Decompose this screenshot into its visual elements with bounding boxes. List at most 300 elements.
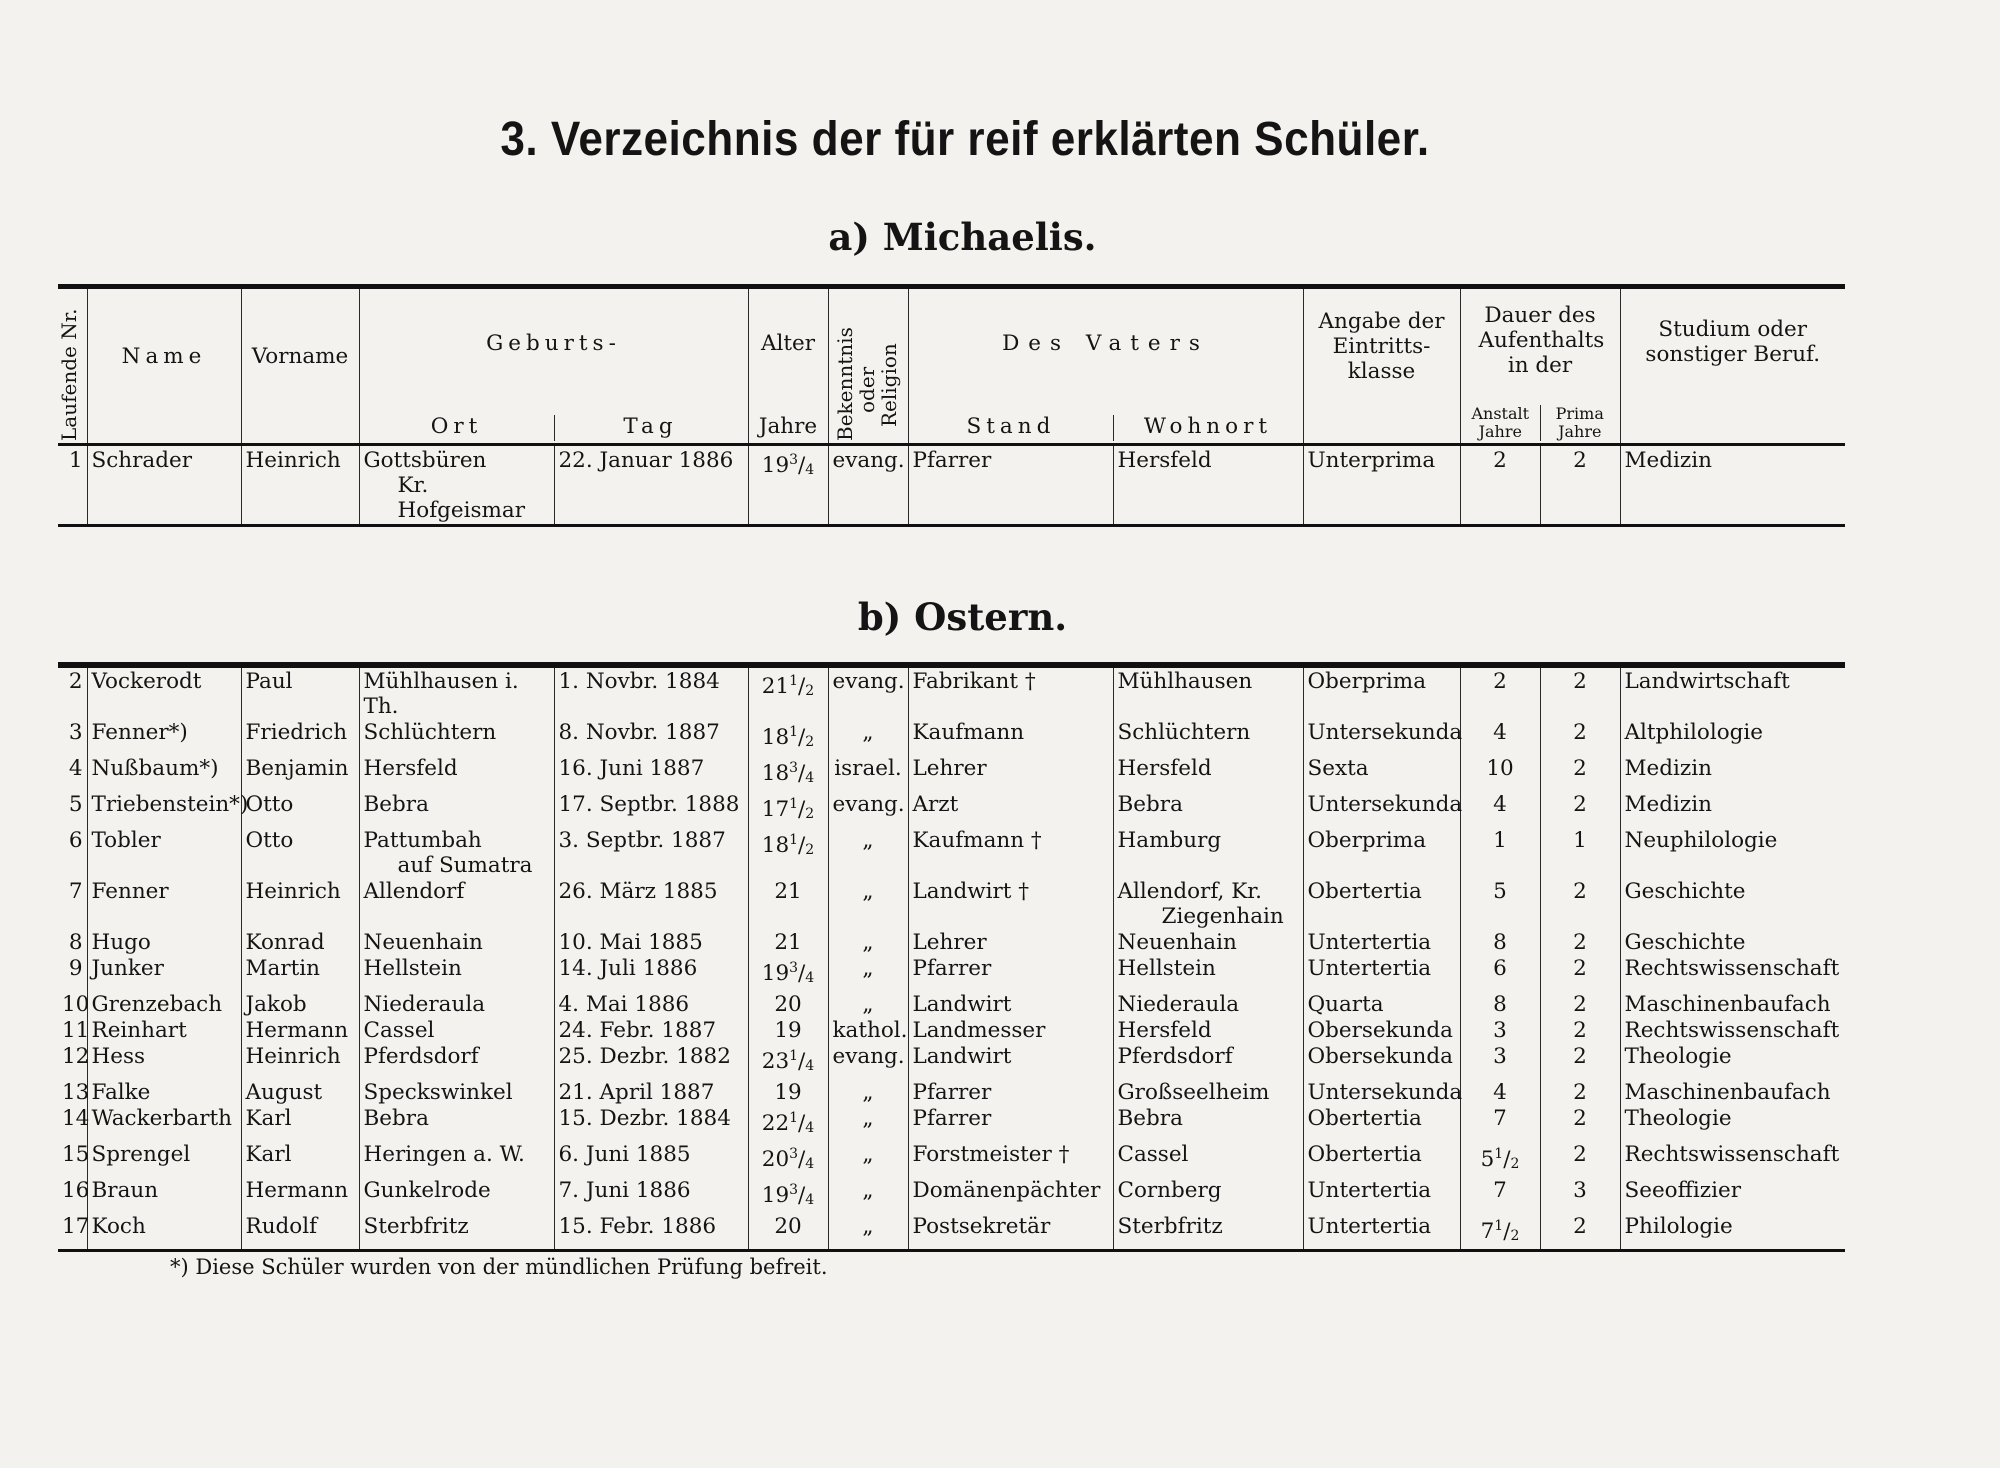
cell-name	[87, 991, 241, 1017]
value-klasse: Sexta	[1307, 756, 1369, 781]
value-alter-whole: 19	[774, 1080, 802, 1105]
cell-wohnort	[1113, 1017, 1303, 1043]
cell-name	[87, 719, 241, 755]
table-row	[58, 929, 1845, 955]
cell-klasse	[1303, 955, 1460, 991]
value-alter-whole: 19	[761, 961, 790, 986]
table-row	[58, 1141, 1845, 1177]
header-geburts	[359, 287, 748, 445]
value-alter	[762, 453, 814, 478]
cell-alter	[748, 1017, 828, 1043]
cell-beruf	[1620, 991, 1845, 1017]
cell-beruf	[1620, 1105, 1845, 1141]
cell-alter	[748, 1141, 828, 1177]
value-anst	[1493, 792, 1507, 817]
cell-stand	[908, 1177, 1113, 1213]
cell-beruf	[1620, 1213, 1845, 1251]
value-klasse: Untersekunda	[1307, 1080, 1463, 1105]
cell-klasse	[1303, 791, 1463, 827]
cell-stand	[908, 1141, 1113, 1177]
table-row	[58, 1213, 1845, 1251]
value-name: Hess	[91, 1044, 146, 1069]
header-laufende-nr-label: Laufende Nr.	[57, 308, 81, 441]
value-prima: 2	[1573, 1044, 1587, 1069]
value-prima: 2	[1573, 669, 1587, 694]
fraction-slash: /	[798, 453, 806, 478]
value-alter-numerator: 3	[789, 452, 799, 468]
cell-stand	[908, 1017, 1113, 1043]
cell-anstalt	[1460, 791, 1540, 827]
cell-prima	[1540, 1177, 1620, 1213]
cell-prima	[1540, 955, 1620, 991]
cell-prima	[1540, 665, 1620, 719]
value-nr: 3	[68, 720, 83, 745]
header-bekenntnis-3: Religion	[876, 343, 901, 427]
cell-wohnort	[1113, 827, 1303, 878]
table-ostern-body	[58, 665, 1845, 1251]
cell-religion	[828, 755, 908, 791]
fraction-slash: /	[1503, 1147, 1511, 1172]
value-alter-denominator: 4	[805, 770, 815, 786]
value-alter-denominator: 4	[805, 1192, 815, 1208]
value-alter-numerator: 1	[789, 1110, 799, 1126]
value-nr: 2	[68, 669, 83, 694]
value-stand: Kaufmann	[912, 720, 1025, 745]
cell-klasse	[1303, 1141, 1460, 1177]
value-wohnort: Neuenhain	[1117, 930, 1237, 955]
value-prima: 2	[1573, 1142, 1587, 1167]
cell-beruf	[1620, 1017, 1845, 1043]
table-row	[58, 791, 1845, 827]
cell-nr	[58, 1177, 90, 1213]
value-alter-whole: 22	[761, 1111, 790, 1136]
cell-vorname	[241, 1177, 359, 1213]
value-nr: 8	[68, 930, 83, 955]
value-nr: 17	[62, 1214, 90, 1239]
value-name: Schrader	[91, 448, 192, 473]
cell-prima	[1540, 878, 1620, 929]
cell-nr	[58, 719, 87, 755]
cell-religion	[828, 929, 908, 955]
value-tag: 24. Febr. 1887	[558, 1018, 717, 1043]
value-alter	[762, 674, 814, 699]
value-tag: 17. Septbr. 1888	[558, 792, 740, 817]
value-alter-whole: 19	[761, 1183, 790, 1208]
cell-beruf	[1620, 719, 1845, 755]
cell-tag	[554, 1177, 748, 1213]
cell-religion	[828, 1043, 908, 1079]
cell-name	[87, 1213, 241, 1251]
cell-prima	[1540, 1213, 1620, 1251]
cell-nr	[58, 1213, 90, 1251]
cell-alter	[748, 665, 828, 719]
cell-klasse	[1303, 1177, 1460, 1213]
value-alter-whole: 18	[761, 833, 790, 858]
value-anst	[1493, 1106, 1507, 1131]
cell-religion	[828, 1017, 908, 1043]
cell-stand	[908, 878, 1113, 929]
cell-anstalt	[1460, 445, 1540, 526]
header-vorname	[241, 287, 359, 445]
cell-tag	[554, 1079, 748, 1105]
cell-ort	[359, 1079, 554, 1105]
value-stand: Arzt	[912, 792, 959, 817]
cell-ort	[359, 1213, 554, 1251]
header-dauer	[1460, 287, 1620, 445]
value-name: Falke	[91, 1080, 151, 1105]
cell-prima	[1540, 1105, 1620, 1141]
cell-beruf	[1620, 929, 1845, 955]
value-stand: Kaufmann †	[912, 828, 1042, 853]
value-beruf: Theologie	[1624, 1044, 1732, 1069]
value-ort: Pattumbah	[363, 828, 482, 853]
value-vorname: Heinrich	[245, 448, 341, 473]
value-name: Fenner	[91, 879, 169, 904]
value-wohnort: Bebra	[1117, 792, 1183, 817]
value-alter-numerator: 3	[789, 1182, 799, 1198]
value-wohnort: Bebra	[1117, 1106, 1183, 1131]
value-stand: Pfarrer	[912, 1106, 992, 1131]
cell-religion	[828, 1177, 908, 1213]
value-name: Tobler	[91, 828, 161, 853]
header-name-label: Name	[121, 344, 207, 369]
value-anst	[1493, 828, 1507, 853]
cell-klasse	[1303, 991, 1460, 1017]
value-alter-whole: 18	[761, 761, 790, 786]
cell-wohnort	[1113, 665, 1303, 719]
header-bekenntnis-2: oder	[854, 366, 879, 413]
value-anst-whole: 4	[1493, 1080, 1507, 1105]
value-ort: Sterbfritz	[363, 1214, 469, 1239]
value-tag: 26. März 1885	[558, 879, 718, 904]
cell-tag	[554, 955, 748, 991]
cell-vorname	[241, 445, 359, 526]
value-nr: 7	[68, 879, 83, 904]
value-vorname: Benjamin	[245, 756, 349, 781]
cell-ort	[359, 445, 554, 526]
value-anst-numerator: 1	[1494, 1218, 1504, 1234]
value-alter-denominator: 4	[805, 970, 815, 986]
header-prima: Prima Jahre	[1555, 404, 1604, 441]
value-ort: Speckswinkel	[363, 1080, 513, 1105]
cell-klasse	[1303, 827, 1460, 878]
cell-nr	[58, 665, 87, 719]
value-alter	[762, 961, 814, 986]
value-anst	[1486, 756, 1513, 781]
value-alter-whole: 20	[761, 1147, 790, 1172]
value-alter-denominator: 4	[805, 1156, 815, 1172]
cell-beruf	[1620, 878, 1845, 929]
cell-vorname	[241, 1213, 359, 1251]
cell-tag	[554, 878, 748, 929]
cell-beruf	[1620, 1079, 1845, 1105]
value-anst-denominator: 2	[1510, 1156, 1520, 1172]
cell-nr	[58, 755, 87, 791]
cell-alter	[748, 719, 828, 755]
cell-stand	[908, 991, 1113, 1017]
cell-prima	[1540, 1141, 1620, 1177]
value-vorname: Paul	[245, 669, 293, 694]
header-alter-jahre: Jahre	[758, 414, 818, 439]
fraction-slash: /	[798, 1147, 806, 1172]
value-klasse: Untertertia	[1307, 1214, 1432, 1239]
cell-religion	[828, 445, 908, 526]
cell-name	[87, 1043, 241, 1079]
value-klasse: Quarta	[1307, 992, 1384, 1017]
value-anst	[1493, 1044, 1507, 1069]
cell-name	[87, 1105, 241, 1141]
header-tag: Tag	[623, 414, 678, 439]
cell-wohnort	[1113, 929, 1303, 955]
value-ort: Schlüchtern	[363, 720, 497, 745]
cell-klasse	[1303, 1017, 1460, 1043]
cell-tag	[554, 665, 748, 719]
value-alter-denominator: 2	[805, 842, 815, 858]
cell-ort	[359, 665, 554, 719]
value-stand: Pfarrer	[912, 956, 992, 981]
cell-anstalt	[1460, 991, 1540, 1017]
cell-name	[87, 1177, 241, 1213]
value-wohnort: Niederaula	[1117, 992, 1240, 1017]
value-tag: 10. Mai 1885	[558, 930, 703, 955]
cell-klasse	[1303, 929, 1460, 955]
value-rel: „	[862, 930, 874, 955]
fraction-slash: /	[798, 833, 806, 858]
fraction-slash: /	[798, 1111, 806, 1136]
cell-name	[87, 929, 241, 955]
cell-vorname	[241, 1105, 359, 1141]
footnote: *) Diese Schüler wurden von der mündlichen Prüfung befreit.	[170, 1255, 828, 1279]
value-anst-denominator: 2	[1510, 1228, 1520, 1244]
value-klasse: Untertertia	[1307, 1178, 1432, 1203]
value-anst-whole: 2	[1493, 448, 1507, 473]
cell-tag	[554, 791, 748, 827]
value-klasse: Obersekunda	[1307, 1044, 1453, 1069]
value-beruf: Medizin	[1624, 756, 1712, 781]
value-stand: Pfarrer	[912, 448, 992, 473]
value-klasse: Untertertia	[1307, 930, 1432, 955]
value-prima: 2	[1573, 930, 1587, 955]
value-alter-whole: 21	[774, 879, 802, 904]
cell-alter	[748, 878, 828, 929]
value-wohnort: Cornberg	[1117, 1178, 1222, 1203]
value-prima: 2	[1573, 448, 1587, 473]
cell-tag	[554, 1213, 748, 1251]
cell-religion	[828, 719, 908, 755]
value-tag: 15. Dezbr. 1884	[558, 1106, 731, 1131]
value-name: Nußbaum*)	[91, 756, 219, 781]
cell-stand	[908, 755, 1113, 791]
header-eintritt-label: Angabe der Eintritts- klasse	[1318, 309, 1445, 384]
value-rel: „	[862, 1142, 874, 1167]
value-anst	[1493, 956, 1507, 981]
cell-wohnort	[1113, 991, 1303, 1017]
value-klasse: Oberprima	[1307, 828, 1427, 853]
value-wohnort: Großseelheim	[1117, 1080, 1270, 1105]
header-studium	[1620, 287, 1845, 445]
cell-ort	[359, 1043, 554, 1079]
cell-vorname	[241, 955, 359, 991]
cell-klasse	[1303, 1213, 1460, 1251]
value-alter-whole: 20	[774, 1214, 802, 1239]
value-name: Koch	[91, 1214, 146, 1239]
cell-anstalt	[1460, 1141, 1540, 1177]
cell-wohnort	[1113, 1079, 1303, 1105]
cell-alter	[748, 991, 828, 1017]
cell-ort	[359, 755, 554, 791]
section-heading-michaelis: a) Michaelis.	[828, 215, 1097, 259]
value-vorname: August	[245, 1080, 323, 1105]
value-anst	[1493, 992, 1507, 1017]
value-anst	[1493, 720, 1507, 745]
cell-alter	[748, 1177, 828, 1213]
value-rel: evang.	[832, 792, 905, 817]
cell-prima	[1540, 1043, 1620, 1079]
value-anst	[1493, 1018, 1507, 1043]
value-anst	[1481, 1147, 1520, 1172]
cell-vorname	[241, 719, 359, 755]
cell-prima	[1540, 755, 1620, 791]
page-title: 3. Verzeichnis der für reif erklärten Schüler.	[500, 113, 1430, 166]
value-rel: „	[862, 1214, 874, 1239]
value-klasse: Untersekunda	[1307, 720, 1463, 745]
cell-stand	[908, 1079, 1113, 1105]
cell-nr	[58, 878, 87, 929]
value-name: Junker	[91, 956, 164, 981]
cell-anstalt	[1460, 827, 1540, 878]
cell-anstalt	[1460, 1017, 1540, 1043]
cell-tag	[554, 1043, 748, 1079]
value-nr: 11	[62, 1018, 90, 1043]
header-alter	[748, 287, 828, 445]
value-vorname: Rudolf	[245, 1214, 318, 1239]
cell-tag	[554, 827, 748, 878]
cell-religion	[828, 1141, 908, 1177]
cell-stand	[908, 1043, 1113, 1079]
value-rel: „	[862, 1106, 874, 1131]
table-row	[58, 1017, 1845, 1043]
cell-nr	[58, 791, 87, 827]
cell-ort	[359, 1141, 554, 1177]
value-anst-whole: 8	[1493, 992, 1507, 1017]
cell-vorname	[241, 1043, 359, 1079]
value-vorname: Konrad	[245, 930, 325, 955]
cell-religion	[828, 1079, 908, 1105]
value-rel: „	[862, 956, 874, 981]
cell-alter	[748, 791, 828, 827]
cell-beruf	[1620, 1043, 1845, 1079]
value-alter	[774, 930, 801, 955]
cell-wohnort	[1113, 719, 1303, 755]
cell-alter	[748, 827, 828, 878]
value-alter	[762, 833, 814, 858]
value-vorname: Friedrich	[245, 720, 348, 745]
value-alter-denominator: 2	[805, 806, 815, 822]
table-row	[58, 1079, 1845, 1105]
value-tag: 25. Dezbr. 1882	[558, 1044, 731, 1069]
value-stand: Domänenpächter	[912, 1178, 1101, 1203]
value-ort: Bebra	[363, 1106, 429, 1131]
value-beruf: Geschichte	[1624, 930, 1746, 955]
value-ort: Neuenhain	[363, 930, 483, 955]
value-vorname: Hermann	[245, 1178, 349, 1203]
value-alter	[762, 1049, 814, 1074]
cell-prima	[1540, 827, 1620, 878]
value-alter-whole: 23	[761, 1049, 790, 1074]
value-prima: 2	[1573, 1214, 1587, 1239]
header-anstalt: Anstalt Jahre	[1461, 405, 1542, 441]
value-anst-whole: 4	[1493, 792, 1507, 817]
value-anst-whole: 5	[1493, 879, 1507, 904]
value-alter-whole: 20	[774, 992, 802, 1017]
value-ort: Allendorf	[363, 879, 465, 904]
cell-wohnort	[1113, 791, 1303, 827]
cell-klasse	[1303, 1043, 1460, 1079]
cell-alter	[748, 445, 828, 526]
value-tag: 8. Novbr. 1887	[558, 720, 720, 745]
value-alter-denominator: 4	[805, 462, 815, 478]
value-vorname: Otto	[245, 792, 294, 817]
value-ort: Mühlhausen i. Th.	[363, 669, 519, 719]
value-nr: 9	[68, 956, 83, 981]
cell-beruf	[1620, 665, 1845, 719]
cell-klasse	[1303, 665, 1460, 719]
value-name: Vockerodt	[91, 669, 202, 694]
value-anst-numerator: 1	[1494, 1146, 1504, 1162]
cell-ort	[359, 878, 554, 929]
cell-anstalt	[1460, 878, 1540, 929]
value-anst-whole: 6	[1493, 956, 1507, 981]
cell-klasse	[1303, 445, 1460, 526]
value-alter	[774, 992, 801, 1017]
value-vorname: Heinrich	[245, 879, 341, 904]
cell-ort	[359, 1105, 554, 1141]
cell-ort	[359, 991, 554, 1017]
value-anst-whole: 5	[1480, 1147, 1495, 1172]
header-studium-label: Studium oder sonstiger Beruf.	[1645, 317, 1821, 367]
cell-anstalt	[1460, 955, 1540, 991]
table-row	[58, 1043, 1845, 1079]
value-ort2: Kr. Hofgeismar	[397, 473, 526, 523]
cell-vorname	[241, 791, 359, 827]
cell-vorname	[241, 991, 359, 1017]
cell-anstalt	[1460, 719, 1540, 755]
cell-ort	[359, 929, 554, 955]
value-alter	[774, 1214, 801, 1239]
value-klasse: Obertertia	[1307, 1142, 1422, 1167]
header-eintritt	[1303, 287, 1460, 445]
value-wohnort: Hellstein	[1117, 956, 1216, 981]
value-anst-whole: 7	[1480, 1219, 1495, 1244]
value-anst	[1493, 930, 1507, 955]
table-header-row	[58, 287, 1845, 445]
value-nr: 1	[68, 448, 83, 473]
cell-beruf	[1620, 955, 1845, 991]
cell-nr	[58, 991, 90, 1017]
value-beruf: Altphilologie	[1624, 720, 1764, 745]
value-stand: Lehrer	[912, 756, 987, 781]
table-row	[58, 445, 1845, 526]
cell-beruf	[1620, 1177, 1845, 1213]
value-vorname: Hermann	[245, 1018, 349, 1043]
cell-wohnort	[1113, 955, 1303, 991]
fraction-slash: /	[798, 1049, 806, 1074]
value-rel: israel.	[834, 756, 902, 781]
cell-prima	[1540, 929, 1620, 955]
value-wohnort: Schlüchtern	[1117, 720, 1251, 745]
value-wohnort: Mühlhausen	[1117, 669, 1253, 694]
cell-wohnort	[1113, 445, 1303, 526]
